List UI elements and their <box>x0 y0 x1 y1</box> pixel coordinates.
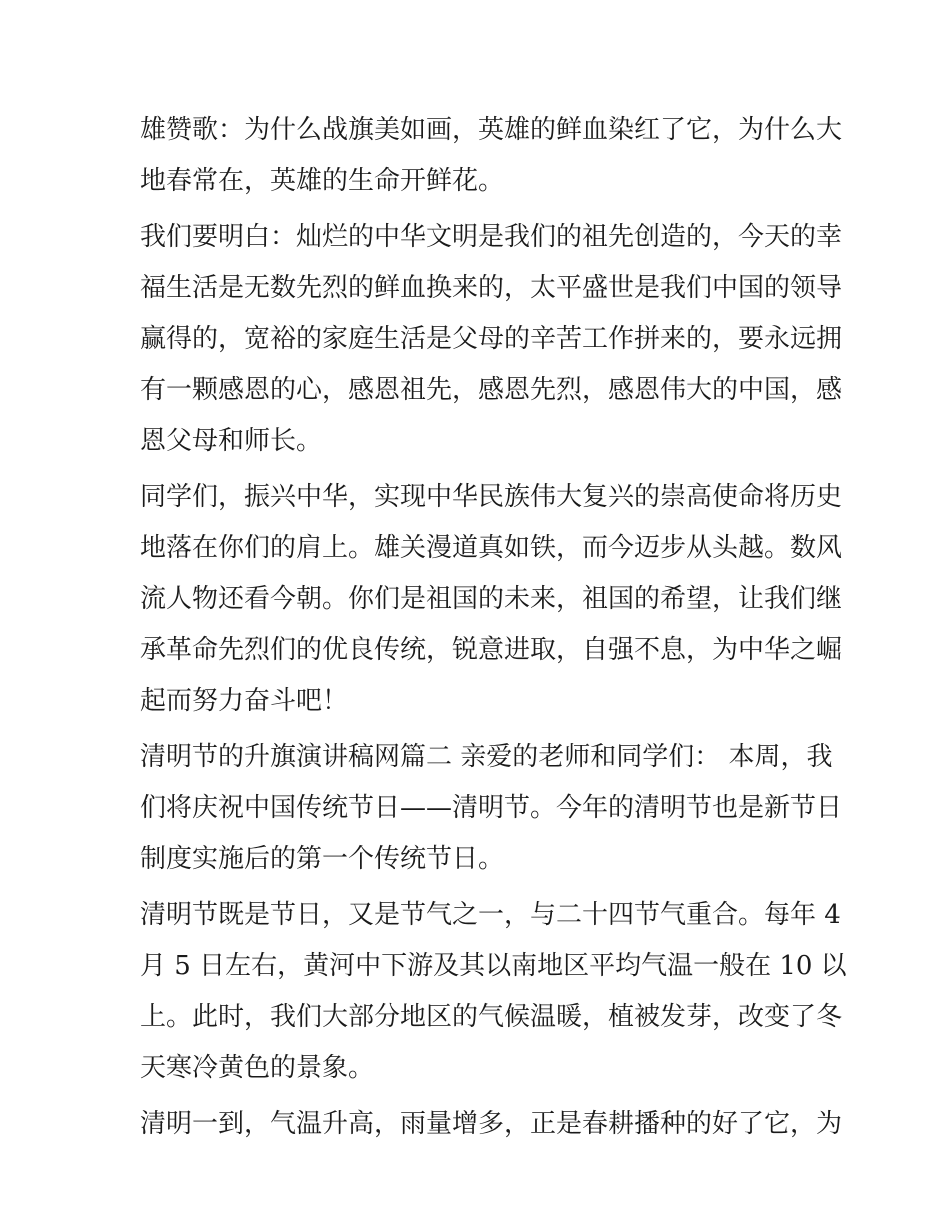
text-line: 们将庆祝中国传统节日——清明节。今年的清明节也是新节日 <box>140 793 843 823</box>
text-line: 同学们，振兴中华，实现中华民族伟大复兴的崇高使命将历史 <box>140 482 843 512</box>
text-line: 天寒冷黄色的景象。 <box>140 1053 375 1083</box>
text-line: 雄赞歌：为什么战旗美如画，英雄的鲜血染红了它，为什么大 <box>140 115 843 145</box>
document-body <box>140 105 847 1150</box>
text-line: 清明一到，气温升高，雨量增多，正是春耕播种的好了它，为 <box>140 1109 843 1139</box>
text-line: 起而努力奋斗吧！ <box>140 686 349 716</box>
text-line: 承革命先烈们的优良传统，锐意进取，自强不息，为中华之崛 <box>140 635 843 665</box>
text-line: 制度实施后的第一个传统节日。 <box>140 844 505 874</box>
text-line: 月 5 日左右，黄河中下游及其以南地区平均气温一般在 10 以 <box>140 951 847 981</box>
text-line: 上。此时，我们大部分地区的气候温暖，植被发芽，改变了冬 <box>140 1002 843 1032</box>
text-line: 福生活是无数先烈的鲜血换来的，太平盛世是我们中国的领导 <box>140 273 843 303</box>
paragraph-3 <box>140 472 843 727</box>
text-line: 赢得的，宽裕的家庭生活是父母的辛苦工作拼来的，要永远拥 <box>140 324 843 354</box>
text-line: 地春常在，英雄的生命开鲜花。 <box>140 166 505 196</box>
text-line: 我们要明白：灿烂的中华文明是我们的祖先创造的，今天的幸 <box>140 222 843 252</box>
text-line: 恩父母和师长。 <box>140 426 323 456</box>
paragraph-4 <box>140 732 843 885</box>
paragraph-2 <box>140 212 843 467</box>
text-line: 清明节的升旗演讲稿网篇二 亲爱的老师和同学们： 本周，我 <box>140 742 833 772</box>
text-line: 流人物还看今朝。你们是祖国的未来，祖国的希望，让我们继 <box>140 584 843 614</box>
text-line: 有一颗感恩的心，感恩祖先，感恩先烈，感恩伟大的中国，感 <box>140 375 843 405</box>
text-line: 清明节既是节日，又是节气之一，与二十四节气重合。每年 4 <box>140 900 841 930</box>
paragraph-6 <box>140 1099 843 1150</box>
paragraph-5 <box>140 890 847 1094</box>
paragraph-1 <box>140 105 843 207</box>
text-line: 地落在你们的肩上。雄关漫道真如铁，而今迈步从头越。数风 <box>140 533 843 563</box>
